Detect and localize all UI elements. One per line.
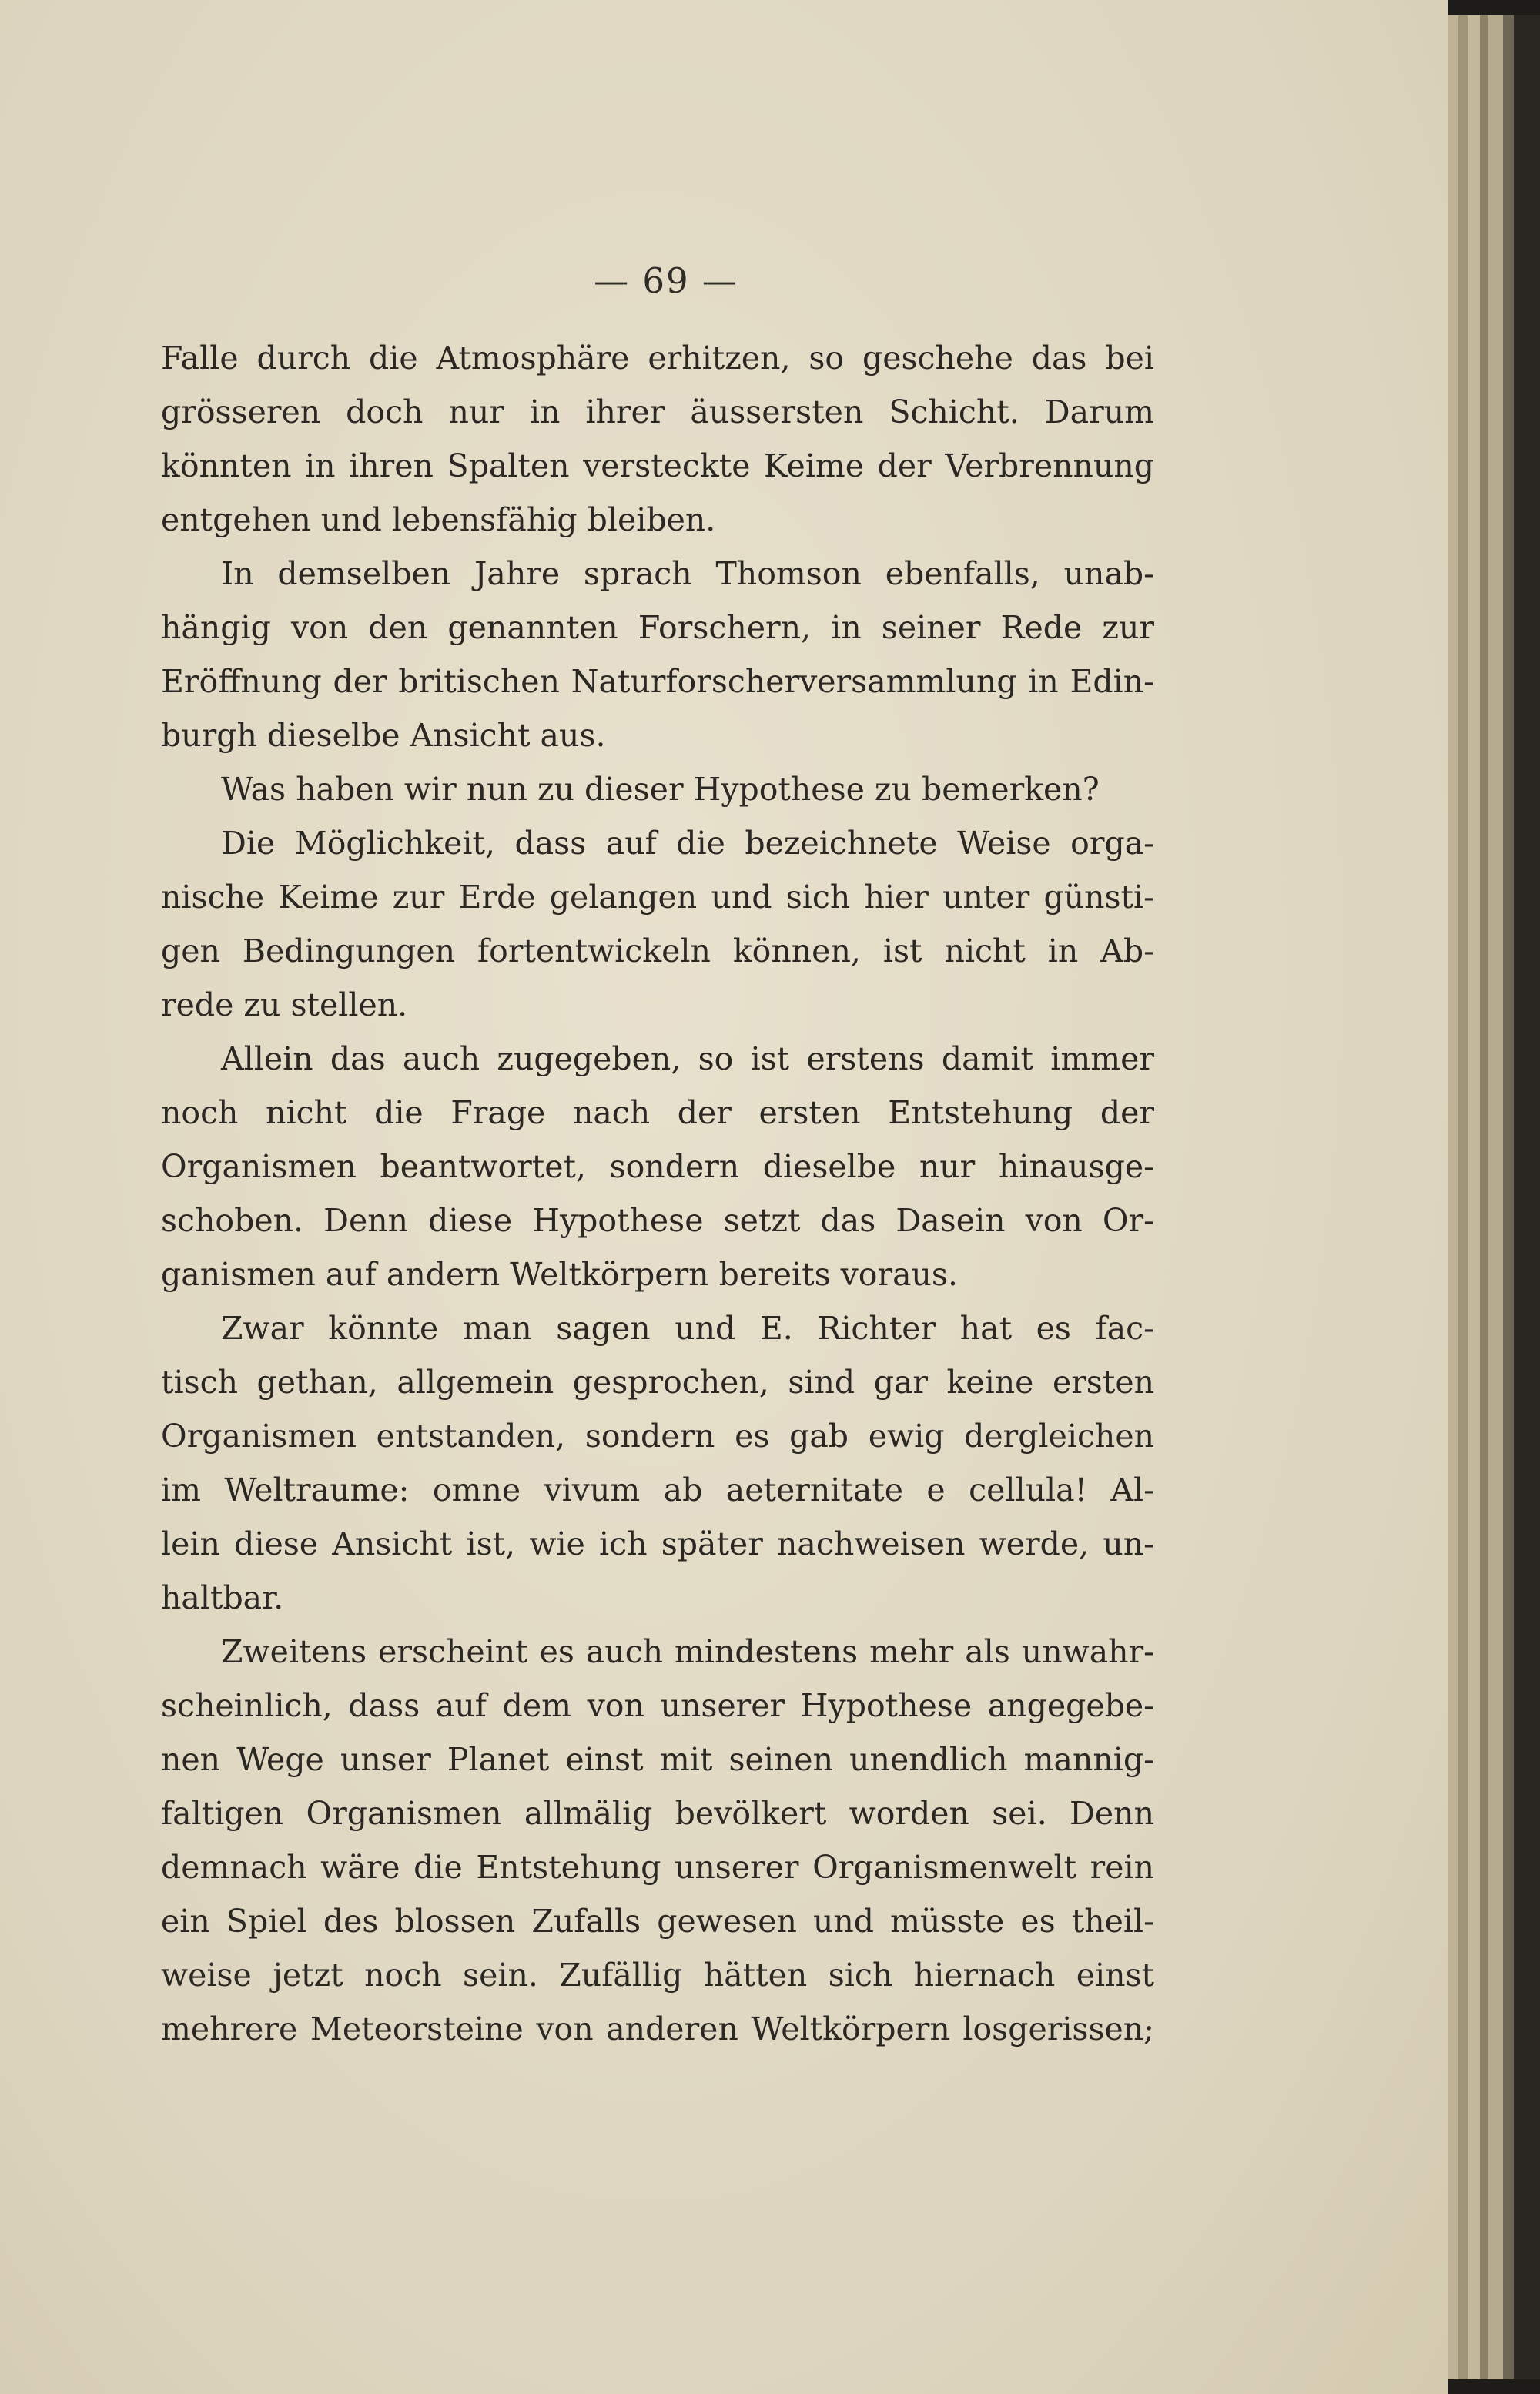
paragraph — [161, 331, 1154, 547]
text-line: Allein das auch zugegeben, so ist erstens damit immer — [221, 1040, 1154, 1077]
text-line: ein Spiel des blossen Zufalls gewesen und müsste es theil- — [161, 1903, 1154, 1940]
text-line: Falle durch die Atmosphäre erhitzen, so geschehe das bei — [161, 340, 1154, 377]
text-line: Was haben wir nun zu dieser Hypothese zu bemerken? — [221, 771, 1100, 808]
body-text — [161, 331, 1154, 2056]
text-line: nen Wege unser Planet einst mit seinen unendlich mannig- — [161, 1741, 1154, 1778]
text-line: gen Bedingungen fortentwickeln können, ist nicht in Ab- — [161, 932, 1154, 969]
text-line: weise jetzt noch sein. Zufällig hätten sich hiernach einst — [161, 1957, 1154, 1994]
text-line: hängig von den genannten Forschern, in seiner Rede zur — [161, 609, 1154, 646]
paragraph — [161, 1625, 1154, 2056]
text-line: Zweitens erscheint es auch mindestens mehr als unwahr- — [221, 1633, 1154, 1670]
text-line: nische Keime zur Erde gelangen und sich hier unter günsti- — [161, 879, 1154, 916]
text-line: haltbar. — [161, 1579, 284, 1616]
page-number: — 69 — — [594, 260, 738, 301]
page-edge — [1503, 15, 1514, 2379]
text-line: tisch gethan, allgemein gesprochen, sind gar keine ersten — [161, 1364, 1154, 1401]
text-line: faltigen Organismen allmälig bevölkert worden sei. Denn — [161, 1795, 1154, 1832]
text-line: burgh dieselbe Ansicht aus. — [161, 717, 606, 754]
text-line: In demselben Jahre sprach Thomson ebenfalls, unab- — [221, 555, 1154, 592]
text-line: schoben. Denn diese Hypothese setzt das Dasein von Or- — [161, 1202, 1154, 1239]
page-edge — [1488, 15, 1503, 2379]
text-line: grösseren doch nur in ihrer äussersten Schicht. Darum — [161, 393, 1154, 430]
page-edge — [1468, 15, 1480, 2379]
text-line: entgehen und lebensfähig bleiben. — [161, 501, 716, 538]
text-line: Die Möglichkeit, dass auf die bezeichnete Weise orga- — [221, 825, 1154, 862]
text-line: Organismen entstanden, sondern es gab ewig dergleichen — [161, 1418, 1154, 1455]
text-line: demnach wäre die Entstehung unserer Organismenwelt rein — [161, 1849, 1154, 1886]
text-line: rede zu stellen. — [161, 986, 408, 1023]
page-edge — [1448, 15, 1458, 2379]
text-line: im Weltraume: omne vivum ab aeternitate e cellula! Al- — [161, 1472, 1154, 1508]
paragraph — [161, 1032, 1154, 1301]
paragraph — [161, 816, 1154, 1032]
paragraph — [161, 547, 1154, 762]
book-cover-edge — [1514, 15, 1540, 2379]
text-line: noch nicht die Frage nach der ersten Entstehung der — [161, 1094, 1154, 1131]
page-edge — [1480, 15, 1488, 2379]
text-line: Organismen beantwortet, sondern dieselbe nur hinausge- — [161, 1148, 1154, 1185]
text-line: ganismen auf andern Weltkörpern bereits voraus. — [161, 1256, 959, 1293]
text-line: scheinlich, dass auf dem von unserer Hypothese angegebe- — [161, 1687, 1154, 1724]
text-line: lein diese Ansicht ist, wie ich später nachweisen werde, un- — [161, 1525, 1154, 1562]
text-line: Eröffnung der britischen Naturforscherversammlung in Edin- — [161, 663, 1154, 700]
text-line: mehrere Meteorsteine von anderen Weltkörpern losgerissen; — [161, 2011, 1154, 2047]
paragraph — [161, 1301, 1154, 1625]
text-line: könnten in ihren Spalten versteckte Keime der Verbrennung — [161, 447, 1154, 484]
paragraph — [161, 762, 1154, 816]
text-line: Zwar könnte man sagen und E. Richter hat es fac- — [221, 1310, 1154, 1347]
page-edge — [1458, 15, 1468, 2379]
